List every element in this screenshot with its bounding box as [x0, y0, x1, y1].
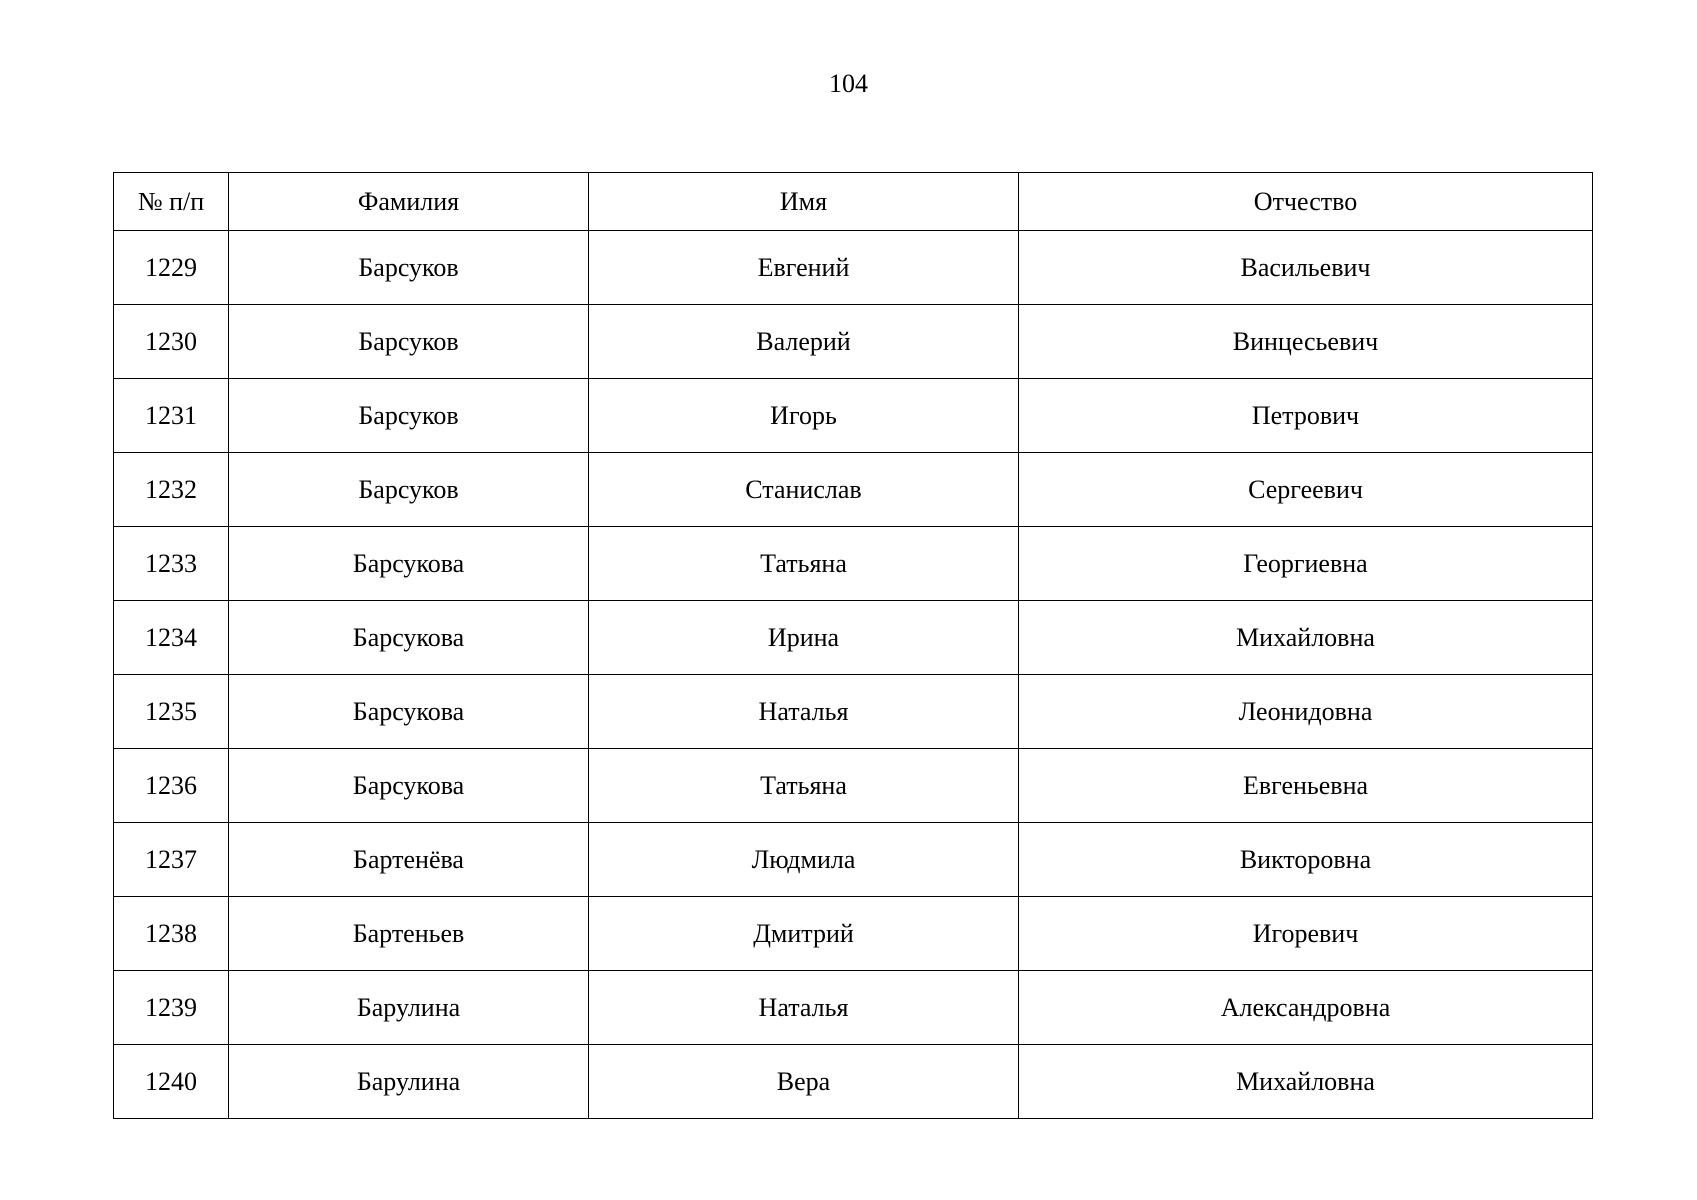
cell-patronymic: Александровна	[1019, 971, 1593, 1045]
cell-num: 1237	[114, 823, 229, 897]
cell-patronymic: Сергеевич	[1019, 453, 1593, 527]
cell-first-name: Валерий	[589, 305, 1019, 379]
cell-patronymic: Михайловна	[1019, 1045, 1593, 1119]
header-last-name: Фамилия	[229, 173, 589, 231]
table-body	[114, 231, 1593, 1119]
cell-num: 1236	[114, 749, 229, 823]
cell-num: 1230	[114, 305, 229, 379]
cell-last-name: Барсукова	[229, 601, 589, 675]
cell-first-name: Вера	[589, 1045, 1019, 1119]
header-patronymic: Отчество	[1019, 173, 1593, 231]
cell-first-name: Наталья	[589, 971, 1019, 1045]
cell-first-name: Ирина	[589, 601, 1019, 675]
cell-num: 1238	[114, 897, 229, 971]
cell-patronymic: Михайловна	[1019, 601, 1593, 675]
cell-first-name: Станислав	[589, 453, 1019, 527]
cell-last-name: Барсукова	[229, 527, 589, 601]
cell-num: 1232	[114, 453, 229, 527]
cell-last-name: Барулина	[229, 971, 589, 1045]
cell-last-name: Бартенёва	[229, 823, 589, 897]
cell-first-name: Людмила	[589, 823, 1019, 897]
cell-patronymic: Викторовна	[1019, 823, 1593, 897]
table-row	[114, 749, 1593, 823]
cell-first-name: Игорь	[589, 379, 1019, 453]
table-header	[114, 173, 1593, 231]
table-row	[114, 453, 1593, 527]
cell-patronymic: Винцесьевич	[1019, 305, 1593, 379]
page-number: 104	[829, 69, 868, 98]
cell-patronymic: Игоревич	[1019, 897, 1593, 971]
cell-last-name: Барсуков	[229, 305, 589, 379]
cell-first-name: Татьяна	[589, 749, 1019, 823]
cell-num: 1234	[114, 601, 229, 675]
roster-table	[113, 172, 1593, 1119]
cell-last-name: Барсукова	[229, 675, 589, 749]
cell-patronymic: Евгеньевна	[1019, 749, 1593, 823]
cell-num: 1240	[114, 1045, 229, 1119]
table-row	[114, 379, 1593, 453]
cell-first-name: Наталья	[589, 675, 1019, 749]
table-row	[114, 305, 1593, 379]
cell-patronymic: Георгиевна	[1019, 527, 1593, 601]
table-row	[114, 527, 1593, 601]
cell-num: 1229	[114, 231, 229, 305]
cell-patronymic: Васильевич	[1019, 231, 1593, 305]
cell-first-name: Татьяна	[589, 527, 1019, 601]
cell-num: 1233	[114, 527, 229, 601]
cell-patronymic: Леонидовна	[1019, 675, 1593, 749]
table-row	[114, 1045, 1593, 1119]
table-row	[114, 231, 1593, 305]
table-row	[114, 601, 1593, 675]
cell-last-name: Барулина	[229, 1045, 589, 1119]
table-row	[114, 971, 1593, 1045]
cell-last-name: Барсуков	[229, 453, 589, 527]
cell-last-name: Барсуков	[229, 231, 589, 305]
cell-last-name: Бартеньев	[229, 897, 589, 971]
table-row	[114, 675, 1593, 749]
cell-patronymic: Петрович	[1019, 379, 1593, 453]
cell-first-name: Евгений	[589, 231, 1019, 305]
cell-num: 1239	[114, 971, 229, 1045]
header-first-name: Имя	[589, 173, 1019, 231]
header-row	[114, 173, 1593, 231]
cell-first-name: Дмитрий	[589, 897, 1019, 971]
cell-num: 1231	[114, 379, 229, 453]
header-num: № п/п	[114, 173, 229, 231]
table-row	[114, 823, 1593, 897]
cell-last-name: Барсуков	[229, 379, 589, 453]
table-row	[114, 897, 1593, 971]
cell-last-name: Барсукова	[229, 749, 589, 823]
cell-num: 1235	[114, 675, 229, 749]
